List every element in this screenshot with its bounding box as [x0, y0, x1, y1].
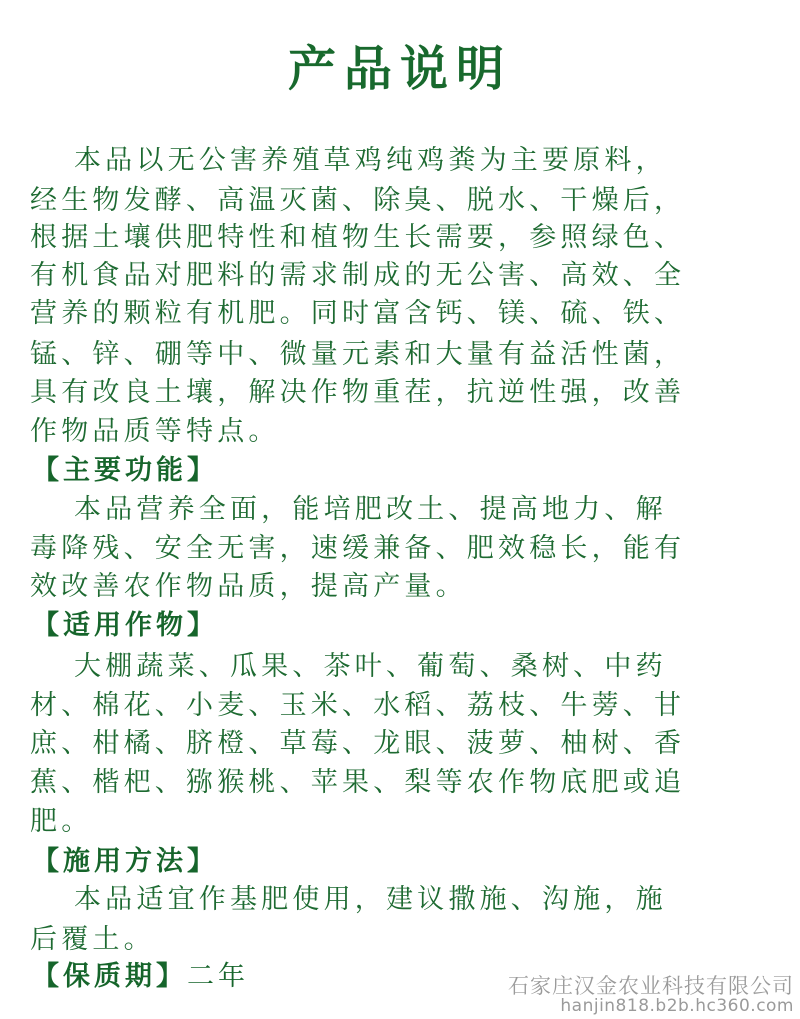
intro-line: 营养的颗粒有机肥。同时富含钙、镁、硫、铁、 — [30, 298, 686, 329]
shelf-life-value: 二年 — [187, 961, 249, 992]
watermark-url: hanjin818.b2b.hc360.com — [560, 996, 794, 1016]
section-heading-application-method: 【施用方法】 — [32, 846, 218, 877]
section-heading-main-function: 【主要功能】 — [32, 455, 218, 486]
section-line: 蕉、楷杷、猕猴桃、苹果、梨等农作物底肥或追 — [30, 767, 686, 798]
intro-line: 锰、锌、硼等中、微量元素和大量有益活性菌， — [30, 339, 686, 370]
intro-line: 有机食品对肥料的需求制成的无公害、高效、全 — [30, 260, 686, 291]
section-heading-applicable-crops: 【适用作物】 — [32, 610, 218, 641]
intro-line: 根据土壤供肥特性和植物生长需要，参照绿色、 — [30, 222, 686, 253]
intro-line: 具有改良土壤，解决作物重茬，抗逆性强，改善 — [30, 377, 686, 408]
intro-line: 经生物发酵、高温灭菌、除臭、脱水、干燥后， — [30, 185, 686, 216]
section-line: 庶、柑橘、脐橙、草莓、龙眼、菠萝、柚树、香 — [30, 728, 686, 759]
shelf-life — [32, 954, 249, 993]
page-title: 产品说明 — [287, 41, 512, 97]
shelf-life-heading: 【保质期】 — [32, 961, 187, 992]
section-line: 毒降残、安全无害，速缓兼备、肥效稳长，能有 — [30, 533, 686, 564]
watermark-company: 石家庄汉金农业科技有限公司 — [508, 974, 794, 998]
section-line: 本品适宜作基肥使用，建议撒施、沟施，施 — [30, 884, 667, 915]
intro-line: 本品以无公害养殖草鸡纯鸡粪为主要原料， — [30, 145, 667, 176]
section-line: 肥。 — [30, 806, 93, 837]
intro-line: 作物品质等特点。 — [30, 416, 280, 447]
section-line: 后覆土。 — [30, 924, 155, 955]
section-line: 本品营养全面，能培肥改土、提高地力、解 — [30, 494, 667, 525]
section-line: 效改善农作物品质，提高产量。 — [30, 571, 467, 602]
section-line: 大棚蔬菜、瓜果、茶叶、葡萄、桑树、中药 — [30, 651, 667, 682]
section-line: 材、棉花、小麦、玉米、水稻、荔枝、牛蒡、甘 — [30, 690, 686, 721]
